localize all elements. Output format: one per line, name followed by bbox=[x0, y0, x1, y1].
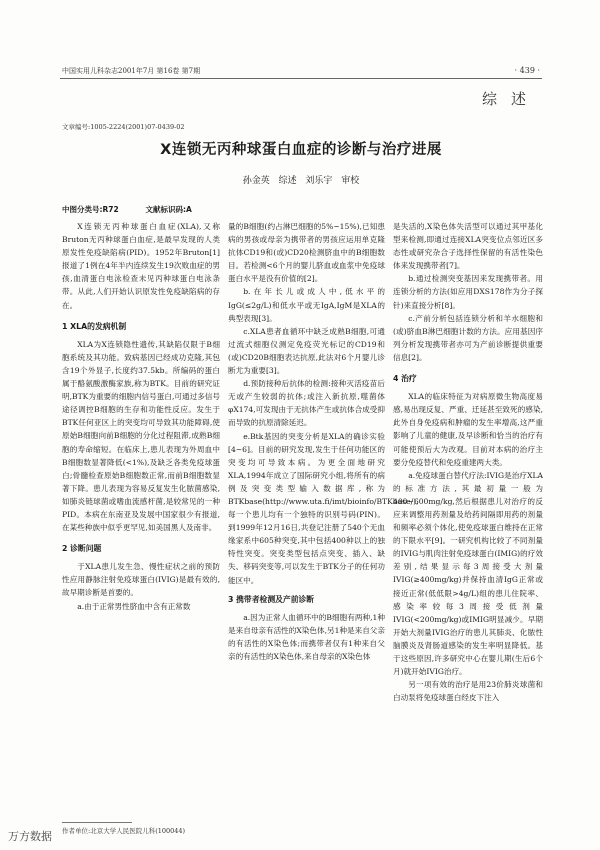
author-affiliation-footnote: 作者单位:北京大学人民医院儿科(100044) bbox=[62, 827, 186, 835]
diagnosis-item-e: e.Btk基因的突变分析是XLA的确诊实验[4~6]。目前的研究发现,发生于任何功能区的突变均可导致本病。为更全面地研究XLA,1994年成立了国际研究小组,将所有的病例及突变类型输入数据库,称为BTKbase(http://www.uta.fi/imt/bioinfo/BTKbase/),每一个患儿均有一个独特的识别号码(PIN)。到1999年12月16日,共登记注册了540个无血缘家系中605种突变,其中包括400种以上的独特性突变。突变类型包括点突变、插入、缺失、移码突变等,可以发生于BTK分子的任何功能区中。 bbox=[228, 431, 419, 585]
section-4-heading: 4 治疗 bbox=[393, 374, 417, 384]
section-2-heading: 2 诊断问题 bbox=[62, 544, 102, 554]
document-code: 文献标识码:A bbox=[145, 205, 192, 214]
carrier-item-b: b.通过检测突变基因来发现携带者。用连锁分析的方法(如应用DXS178作为分子探针)来直接分析[8]。 bbox=[393, 274, 543, 310]
page-number: · 439 · bbox=[514, 66, 540, 75]
watermark: 万方数据 bbox=[8, 830, 52, 843]
section-2-item-a: a.由于正常男性脐血中含有正常数 bbox=[77, 601, 191, 611]
diagnosis-item-d: d.预防接种后抗体的检测:接种灭活疫苗后无或产生较弱的抗体;或注入新抗原,噬菌体φX174,可发现由于无抗体产生或抗体合成受抑而导致的抗原清除延迟。 bbox=[228, 379, 385, 428]
classification-line bbox=[62, 204, 192, 215]
column-2-continuation: 量的B细胞(约占淋巴细胞的5%~15%),已知患病的男孩或母亲为携带者的男孩应运用单克隆抗体CD19和(或)CD20检测脐血中的B细胞数目。若检测<6个月的婴儿脐血或血浆中免疫球蛋白水平是没有价值的[2]。 bbox=[228, 222, 385, 284]
footnote-rule bbox=[62, 822, 132, 823]
intro-paragraph: X连锁无丙种球蛋白血症(XLA),又称Bruton无丙种球蛋白血症,是最早发现的人类原发性免疫缺陷病(PID)。1952年Bruton[1]报道了1例在4年半内连续发生19次败血症的男孩,血清蛋白电泳检查未见丙种球蛋白电泳条带。从此,人们开始认识原发性免疫缺陷病的存在。 bbox=[62, 222, 220, 310]
header-rule bbox=[60, 78, 542, 79]
section-4-text: XLA的临床特征为对病原微生物高度易感,易出现反复、严重、迁延甚至致死的感染,此外自身免疫病和肿瘤的发生率增高,这严重影响了儿童的健康,及早诊断和恰当的治疗有可能使预后大为改观。目前对本病的治疗主要分免疫替代和免疫重建两大类。 bbox=[393, 392, 543, 467]
diagnosis-item-c: c.XLA患者血循环中缺乏成熟B细胞,可通过流式细胞仪测定免疫荧光标记的CD19和(或)CD20B细胞表达抗原,此法对6个月婴儿诊断尤为重要[3]。 bbox=[228, 326, 385, 376]
carrier-item-c: c.产前分析包括连锁分析和羊水细胞和(或)脐血B淋巴细胞计数的方法。应用基因序列分析发现携带者亦可为产前诊断提供重要信息[2]。 bbox=[393, 313, 543, 362]
article-number: 文章编号:1005-2224(2001)07-0439-02 bbox=[62, 123, 185, 131]
treatment-last-paragraph: 另一项有效的治疗是用23价肺炎球菌和白动泵将免疫球蛋白经皮下注入 bbox=[393, 680, 543, 703]
article-title: X连锁无丙种球蛋白血症的诊断与治疗进展 bbox=[160, 142, 442, 158]
section-3-heading: 3 携带者检测及产前诊断 bbox=[228, 594, 315, 604]
classification-number: 中图分类号:R72 bbox=[62, 205, 119, 214]
journal-header: 中国实用儿科杂志2001年7月 第16卷 第7期 bbox=[62, 67, 201, 75]
section-1-text: XLA为X连锁隐性遗传,其缺陷仅限于B细胞系统及其功能。致病基因已经成功克隆,其包含19个外显子,长度约37.5kb。所编码的蛋白属于酪氨酸激酶家族,称为BTK。目前的研究证明,BTK为重要的细胞内信号蛋白,可通过多信号途径调控B细胞的生存和功能性反应。发生于BTK任何亚区上的突变均可导致其功能障碍,使原始B细胞向前B细胞的分化过程阻滞,成熟B细胞的寿命缩短。在临床上,患儿表现为外周血中B细胞数显著降低(<1%),及缺乏各类免疫球蛋白;骨髓检查原始B细胞数正常,而前B细胞数显著下降。患儿表现为容易反复发生化脓菌感染,如肺炎链球菌或嗜血流感杆菌,是较常见的一种PID。本病在东南亚及发展中国家很少有报道,在某些种族中似乎更罕见,如美国黑人及南非。 bbox=[62, 339, 220, 533]
article-authors: 孙金英 综述 刘乐宇 审校 bbox=[242, 176, 360, 186]
section-1-heading: 1 XLA的发病机制 bbox=[62, 321, 127, 331]
column-3 bbox=[393, 220, 543, 704]
section-2-text: 于XLA患儿发生急、慢性症状之前的预防性应用静脉注射免疫球蛋白(IVIG)是最有效的,故早期诊断是首要的。 bbox=[62, 562, 220, 598]
diagnosis-item-b: b.在年长儿或成人中,低水平的IgG(≤2g/L)和低水平或无IgA,IgM是XLA的典型表现[3]。 bbox=[228, 287, 385, 323]
column-3-continuation: 是失活的,X染色体失活型可以通过其甲基化型来检测,即通过连接XLA突变位点邻近区多态性或研究杂合子选择性保留的有活性染色体来发现携带者[7]。 bbox=[393, 222, 543, 271]
section-label: 综述 bbox=[481, 90, 540, 108]
column-1 bbox=[62, 220, 220, 613]
treatment-item-a: a.免疫球蛋白替代疗法:IVIG是治疗XLA的标准方法,其最初量一般为400~600mg/kg,然后根据患儿对治疗的反应来调整用药剂量及给药间隔即用药的剂量和频率必须个体化,使免疫球蛋白维持在正常的下限水平[9]。一研究机构比较了不同剂量的IVIG与肌肉注射免疫球蛋白(IMIG)的疗效差别,结果显示每3周接受大剂量IVIG(≥400mg/kg)并保持血清IgG正常或接近正常(低低限>4g/L)组的患儿住院率、感染率较每3周接受低剂量IVIG(<200mg/kg)或IMIG明显减少。早期开始大剂量IVIG治疗的患儿其肺炎、化脓性脑膜炎及肾肠道感染的发生率明显降低。基于这些原因,许多研究中心在婴儿期(生后6个月)就开始IVIG治疗。 bbox=[393, 470, 543, 677]
section-3-text: a.因为正常人血循环中的B细胞有两种,1种是来自母亲有活性的X染色体,另1种是来自父亲的有活性的X染色体;而携带者仅有1种来自父亲的有活性的X染色体,来自母亲的X染色体 bbox=[228, 612, 385, 661]
